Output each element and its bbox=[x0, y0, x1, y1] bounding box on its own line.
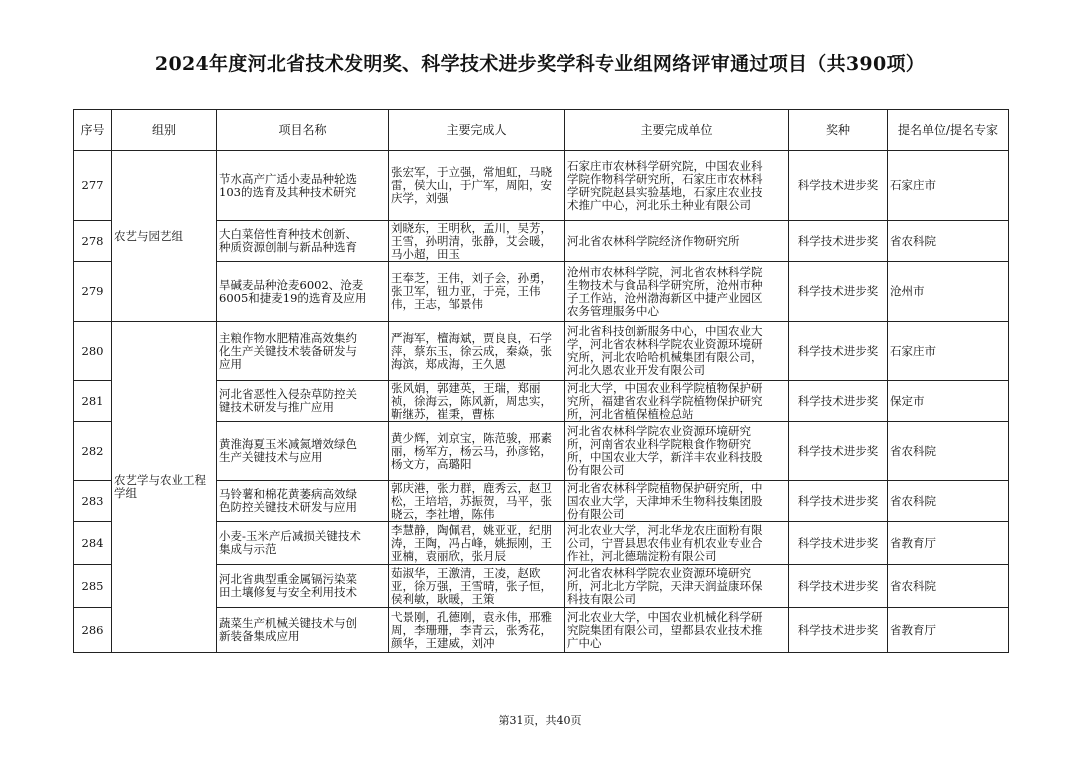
main-units-line: 河北农业大学，中国农业机械化科学研 bbox=[567, 609, 763, 624]
main-units bbox=[565, 608, 789, 653]
project-name-line: 马铃薯和棉花黄萎病高效绿 bbox=[219, 487, 357, 501]
project-name bbox=[217, 221, 389, 262]
nominator: 石家庄市 bbox=[888, 151, 1009, 221]
main-contributors-line: 马小超，田玉 bbox=[391, 246, 460, 261]
main-units bbox=[565, 322, 789, 381]
row-number: 285 bbox=[74, 565, 112, 608]
award-type: 科学技术进步奖 bbox=[789, 221, 888, 262]
project-name-line: 键技术研发与推广应用 bbox=[219, 400, 334, 414]
project-name-line: 黄淮海夏玉米减氮增效绿色 bbox=[219, 437, 357, 451]
main-units bbox=[565, 565, 789, 608]
header-project: 项目名称 bbox=[217, 110, 389, 151]
main-contributors-line: 茹淑华，王激清，王凌，赵欧 bbox=[391, 565, 541, 580]
main-units bbox=[565, 522, 789, 565]
main-units-line: 份有限公司 bbox=[567, 506, 625, 521]
main-contributors-line: 李慧静，陶佩君，姚亚亚，纪朋 bbox=[391, 522, 552, 537]
row-number: 281 bbox=[74, 381, 112, 422]
table-body bbox=[74, 151, 1009, 653]
row-number: 280 bbox=[74, 322, 112, 381]
header-row bbox=[74, 110, 1009, 151]
project-name bbox=[217, 322, 389, 381]
main-contributors-line: 颜华，王建威，刘冲 bbox=[391, 635, 495, 650]
award-type: 科学技术进步奖 bbox=[789, 608, 888, 653]
row-number: 279 bbox=[74, 262, 112, 322]
main-units bbox=[565, 221, 789, 262]
project-name-line: 河北省恶性入侵杂草防控关 bbox=[219, 387, 357, 401]
main-units bbox=[565, 481, 789, 522]
main-units-line: 学，河北省农林科学院农业资源环境研 bbox=[567, 337, 763, 351]
main-units-line: 河北省科技创新服务中心，中国农业大 bbox=[567, 324, 763, 338]
main-units-line: 究院集团有限公司，望都县农业技术推 bbox=[567, 622, 763, 637]
main-units-line: 份有限公司 bbox=[567, 463, 625, 477]
project-name bbox=[217, 481, 389, 522]
main-contributors-line: 张宏军，于立强，常旭虹，马晓 bbox=[391, 165, 552, 179]
nominator: 省农科院 bbox=[888, 481, 1009, 522]
main-contributors-line: 靳继苏，崔秉，曹栋 bbox=[391, 406, 495, 421]
row-number: 277 bbox=[74, 151, 112, 221]
main-contributors-line: 丽，杨军方，杨云马，孙彦铭， bbox=[391, 443, 552, 458]
main-units-line: 沧州市农林科学院，河北省农林科学院 bbox=[567, 264, 763, 279]
main-contributors bbox=[389, 481, 565, 522]
project-name-line: 化生产关键技术装备研发与 bbox=[219, 343, 357, 358]
group-cell: 农艺与园艺组 bbox=[112, 151, 217, 322]
main-contributors-line: 郭庆港，张力群，鹿秀云，赵卫 bbox=[391, 480, 552, 495]
project-name-line: 103的选育及其种技术研究 bbox=[219, 184, 356, 199]
main-contributors-line: 松，王培培，苏振贺，马平，张 bbox=[391, 493, 552, 508]
main-units-line: 河北大学，中国农业科学院植物保护研 bbox=[567, 380, 763, 395]
row-number: 278 bbox=[74, 221, 112, 262]
main-contributors-line: 雷，侯大山，于广军，周阳，安 bbox=[391, 178, 552, 192]
main-contributors-line: 晓云，李社增，陈伟 bbox=[391, 506, 495, 521]
main-units-line: 作社，河北德瑞淀粉有限公司 bbox=[567, 548, 717, 563]
nominator: 省农科院 bbox=[888, 422, 1009, 481]
main-contributors-line: 张风娟，郭建英，王瑞，郑丽 bbox=[391, 380, 541, 395]
row-number: 283 bbox=[74, 481, 112, 522]
nominator: 省农科院 bbox=[888, 221, 1009, 262]
main-units-line: 生物技术与食品科学研究所，沧州市种 bbox=[567, 277, 763, 292]
main-contributors bbox=[389, 151, 565, 221]
header-units: 主要完成单位 bbox=[565, 110, 789, 151]
main-units-line: 所，河北省植保植检总站 bbox=[567, 406, 694, 421]
project-name-line: 新装备集成应用 bbox=[219, 629, 300, 643]
award-type: 科学技术进步奖 bbox=[789, 522, 888, 565]
award-type: 科学技术进步奖 bbox=[789, 481, 888, 522]
main-units-line: 学研究院赵县实验基地，石家庄农业技 bbox=[567, 184, 763, 199]
project-name-line: 河北省典型重金属镉污染菜 bbox=[219, 572, 357, 586]
main-units-line: 所，河南省农业科学院粮食作物研究 bbox=[567, 437, 751, 451]
main-contributors bbox=[389, 221, 565, 262]
award-type: 科学技术进步奖 bbox=[789, 262, 888, 322]
table-row bbox=[74, 151, 1009, 221]
project-name-line: 应用 bbox=[219, 356, 242, 371]
project-name-line: 小麦-玉米产后减损关键技术 bbox=[219, 529, 361, 543]
main-units-line: 究所，福建省农业科学院植物保护研究 bbox=[567, 393, 763, 408]
main-contributors-line: 刘晓东，王明秋，孟川，吴芳， bbox=[391, 220, 552, 235]
project-name bbox=[217, 522, 389, 565]
main-contributors-line: 海滨，郑成海，王久恩 bbox=[391, 356, 506, 371]
main-units-line: 农务管理服务中心 bbox=[567, 303, 659, 318]
header-nominator: 提名单位/提名专家 bbox=[888, 110, 1009, 151]
project-name bbox=[217, 608, 389, 653]
row-number: 282 bbox=[74, 422, 112, 481]
project-name-line: 6005和捷麦19的选育及应用 bbox=[219, 290, 367, 305]
main-contributors-line: 涛，王陶，冯占峰，姚振刚，王 bbox=[391, 535, 552, 550]
main-units-line: 河北省农林科学院经济作物研究所 bbox=[567, 233, 740, 248]
main-contributors bbox=[389, 381, 565, 422]
main-units-line: 广中心 bbox=[567, 635, 602, 650]
main-units-line: 究所，河北农哈哈机械集团有限公司， bbox=[567, 350, 763, 364]
main-contributors bbox=[389, 522, 565, 565]
nominator: 沧州市 bbox=[888, 262, 1009, 322]
project-name-line: 田土壤修复与安全利用技术 bbox=[219, 585, 357, 599]
main-units-line: 河北省农林科学院农业资源环境研究 bbox=[567, 424, 751, 438]
project-name bbox=[217, 151, 389, 221]
award-type: 科学技术进步奖 bbox=[789, 322, 888, 381]
main-units-line: 河北久恩农业开发有限公司 bbox=[567, 363, 705, 377]
page-footer: 第31页，共40页 bbox=[498, 714, 582, 727]
main-units-line: 科技有限公司 bbox=[567, 591, 636, 606]
project-name bbox=[217, 381, 389, 422]
project-name-line: 大白菜倍性育种技术创新、 bbox=[219, 227, 357, 241]
project-name bbox=[217, 262, 389, 322]
main-units bbox=[565, 151, 789, 221]
group-cell: 农艺学与农业工程学组 bbox=[112, 322, 217, 653]
main-units-line: 河北农业大学，河北华龙农庄面粉有限 bbox=[567, 522, 763, 537]
main-contributors bbox=[389, 262, 565, 322]
nominator: 石家庄市 bbox=[888, 322, 1009, 381]
main-contributors-line: 王奉芝，王伟，刘子会，孙勇， bbox=[391, 271, 552, 285]
main-units-line: 子工作站，沧州渤海新区中捷产业园区 bbox=[567, 290, 763, 305]
main-contributors bbox=[389, 565, 565, 608]
header-people: 主要完成人 bbox=[389, 110, 565, 151]
main-units bbox=[565, 422, 789, 481]
header-no: 序号 bbox=[74, 110, 112, 151]
main-units bbox=[565, 381, 789, 422]
nominator: 保定市 bbox=[888, 381, 1009, 422]
project-name-line: 节水高产广适小麦品种轮选 bbox=[219, 171, 357, 186]
main-contributors-line: 周，李珊珊，李青云，张秀花， bbox=[391, 622, 552, 637]
award-type: 科学技术进步奖 bbox=[789, 565, 888, 608]
row-number: 286 bbox=[74, 608, 112, 653]
project-name-line: 生产关键技术与应用 bbox=[219, 450, 323, 464]
main-contributors-line: 祯，徐海云，陈风新，周忠实， bbox=[391, 393, 552, 408]
project-name-line: 蔬菜生产机械关键技术与创 bbox=[219, 616, 357, 630]
main-units-line: 石家庄市农林科学研究院，中国农业科 bbox=[567, 158, 763, 173]
main-contributors-line: 亚，徐万强，王雪晴，张子恒， bbox=[391, 578, 552, 593]
main-units-line: 术推广中心，河北乐土种业有限公司 bbox=[567, 197, 751, 212]
main-contributors-line: 亚楠，袁丽欣，张月辰 bbox=[391, 548, 506, 563]
main-contributors-line: 严海军，檀海斌，贾良良，石学 bbox=[391, 330, 552, 345]
awards-table bbox=[73, 109, 1009, 653]
main-contributors-line: 侯利敏，耿暖，王策 bbox=[391, 591, 495, 606]
row-number: 284 bbox=[74, 522, 112, 565]
project-name-line: 旱碱麦品种沧麦6002、沧麦 bbox=[219, 277, 364, 292]
project-name-line: 主粮作物水肥精准高效集约 bbox=[219, 330, 357, 345]
main-contributors-line: 萍，蔡东玉，徐云成，秦焱，张 bbox=[391, 343, 552, 358]
project-name-line: 种质资源创制与新品种选育 bbox=[219, 240, 357, 254]
award-type: 科学技术进步奖 bbox=[789, 151, 888, 221]
main-units bbox=[565, 262, 789, 322]
main-units-line: 公司，宁晋县思农伟业有机农业专业合 bbox=[567, 535, 763, 550]
nominator: 省农科院 bbox=[888, 565, 1009, 608]
main-contributors-line: 黄少辉，刘京宝，陈范骏，邢素 bbox=[391, 430, 552, 445]
nominator: 省教育厅 bbox=[888, 522, 1009, 565]
award-type: 科学技术进步奖 bbox=[789, 422, 888, 481]
main-contributors-line: 张卫军，钮力亚，于亮，王伟 bbox=[391, 284, 541, 298]
nominator: 省教育厅 bbox=[888, 608, 1009, 653]
page-title: 2024年度河北省技术发明奖、科学技术进步奖学科专业组网络评审通过项目（共390项） bbox=[154, 53, 926, 75]
main-units-line: 所，中国农业大学，新洋丰农业科技股 bbox=[567, 450, 763, 464]
main-contributors bbox=[389, 422, 565, 481]
main-units-line: 学院作物科学研究所，石家庄市农林科 bbox=[567, 171, 763, 186]
project-name-line: 集成与示范 bbox=[219, 542, 277, 556]
header-award: 奖种 bbox=[789, 110, 888, 151]
main-units-line: 河北省农林科学院农业资源环境研究 bbox=[567, 565, 751, 580]
main-contributors-line: 王雪，孙明清，张静，艾会暖， bbox=[391, 233, 552, 248]
main-contributors-line: 弋景刚，孔德刚，袁永伟，邢雅 bbox=[391, 609, 552, 624]
main-contributors bbox=[389, 322, 565, 381]
main-units-line: 国农业大学，天津坤禾生物科技集团股 bbox=[567, 493, 763, 508]
project-name-line: 色防控关键技术研发与应用 bbox=[219, 500, 357, 514]
main-units-line: 河北省农林科学院植物保护研究所，中 bbox=[567, 480, 763, 495]
main-contributors-line: 伟，王志，邹景伟 bbox=[391, 297, 483, 311]
header-group: 组别 bbox=[112, 110, 217, 151]
main-contributors-line: 杨文方，高璐阳 bbox=[391, 456, 472, 471]
project-name bbox=[217, 565, 389, 608]
project-name bbox=[217, 422, 389, 481]
award-type: 科学技术进步奖 bbox=[789, 381, 888, 422]
table-row bbox=[74, 322, 1009, 381]
main-contributors bbox=[389, 608, 565, 653]
main-contributors-line: 庆学，刘强 bbox=[391, 191, 449, 205]
main-units-line: 所，河北北方学院，天津天润益康环保 bbox=[567, 578, 763, 593]
